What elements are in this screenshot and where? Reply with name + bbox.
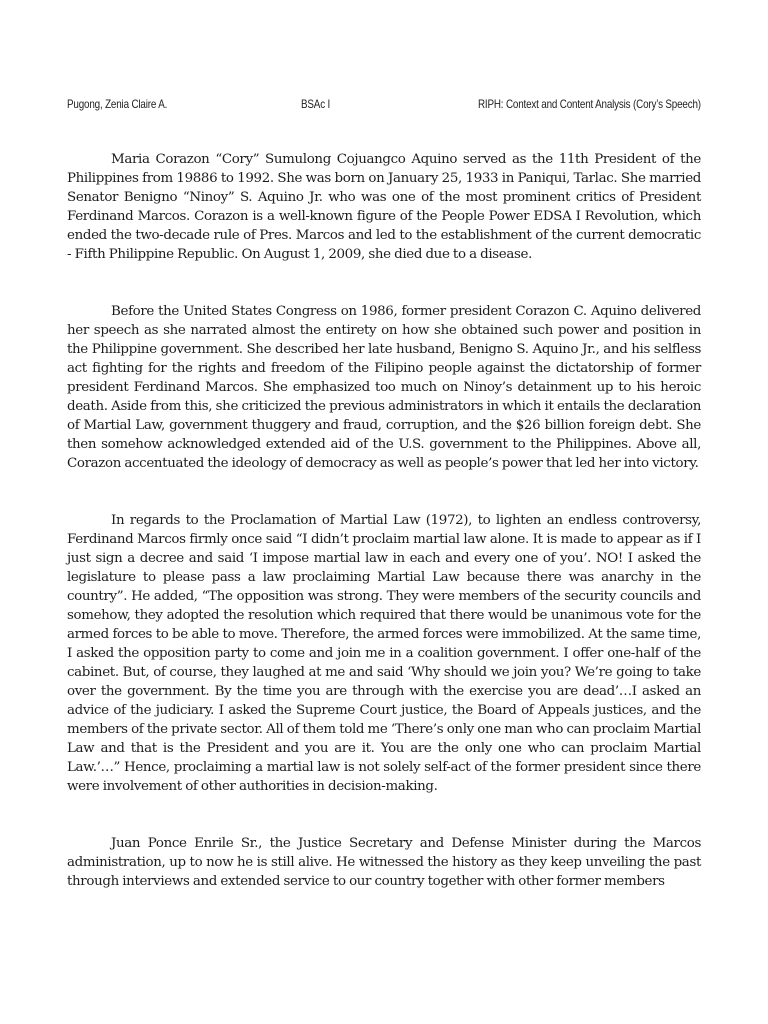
author-name: Pugong, Zenia Claire A. (67, 97, 168, 111)
page-header (67, 97, 701, 117)
paragraph-intro: Maria Corazon “Cory” Sumulong Cojuangco Aquino served as the 11th President of the Philippines from 19886 to 1992. She was born on January 25, 1933 in Paniqui, Tarlac. She married Senator Benigno “Ninoy” S. Aquino Jr. who was one of the most prominent critics of President Ferdinand Marcos. Corazon is a well-known figure of the People Power EDSA I Revolution, which ended the two-decade rule of Pres. Marcos and led to the establishment of the current democratic - Fifth Philippine Republic. On August 1, 2009, she died due to a disease. (67, 152, 701, 262)
paragraph-martial-law: In regards to the Proclamation of Martial Law (1972), to lighten an endless controversy, Ferdinand Marcos firmly once said “I didn’t proclaim martial law alone. It is made to appear as if I just sign a decree and said ‘I impose martial law in each and every one of you’. NO! I asked the legislature to please pass a law proclaiming Martial Law because there was anarchy in the country”. He added, “The opposition was strong. They were members of the security councils and somehow, they adopted the resolution which required that there would be unanimous vote for the armed forces to be able to move. Therefore, the armed forces were immobilized. At the same time, I asked the opposition party to come and join me in a coalition government. I offer one-half of the cabinet. But, of course, they laughed at me and said ‘Why should we join you? We’re going to take over the government. By the time you are through with the exercise you are dead’…I asked an advice of the judiciary. I asked the Supreme Court justice, the Board of Appeals justices, and the members of the private sector. All of them told me ‘There’s only one man who can proclaim Martial Law and that is the President and you are it. You are the only one who can proclaim Martial Law.’…” Hence, proclaiming a martial law is not solely self-act of the former president since there were involvement of other authorities in decision-making. (67, 513, 701, 794)
document-body (67, 150, 701, 891)
paragraph-enrile: Juan Ponce Enrile Sr., the Justice Secretary and Defense Minister during the Marcos administration, up to now he is still alive. He witnessed the history as they keep unveiling the past through interviews and extended service to our country together with other former members (67, 836, 701, 889)
document-title: RIPH: Context and Content Analysis (Cory’s Speech) (478, 97, 701, 111)
paragraph-speech-summary: Before the United States Congress on 1986, former president Corazon C. Aquino delivered her speech as she narrated almost the entirety on how she obtained such power and position in the Philippine government. She described her late husband, Benigno S. Aquino Jr., and his selfless act fighting for the rights and freedom of the Filipino people against the dictatorship of former president Ferdinand Marcos. She emphasized too much on Ninoy’s detainment up to his heroic death. Aside from this, she criticized the previous administrators in which it entails the declaration of Martial Law, government thuggery and fraud, corruption, and the $26 billion foreign debt. She then somehow acknowledged extended aid of the U.S. government to the Philippines. Above all, Corazon accentuated the ideology of democracy as well as people’s power that led her into victory. (67, 304, 701, 471)
course-code: BSAc I (301, 97, 331, 111)
